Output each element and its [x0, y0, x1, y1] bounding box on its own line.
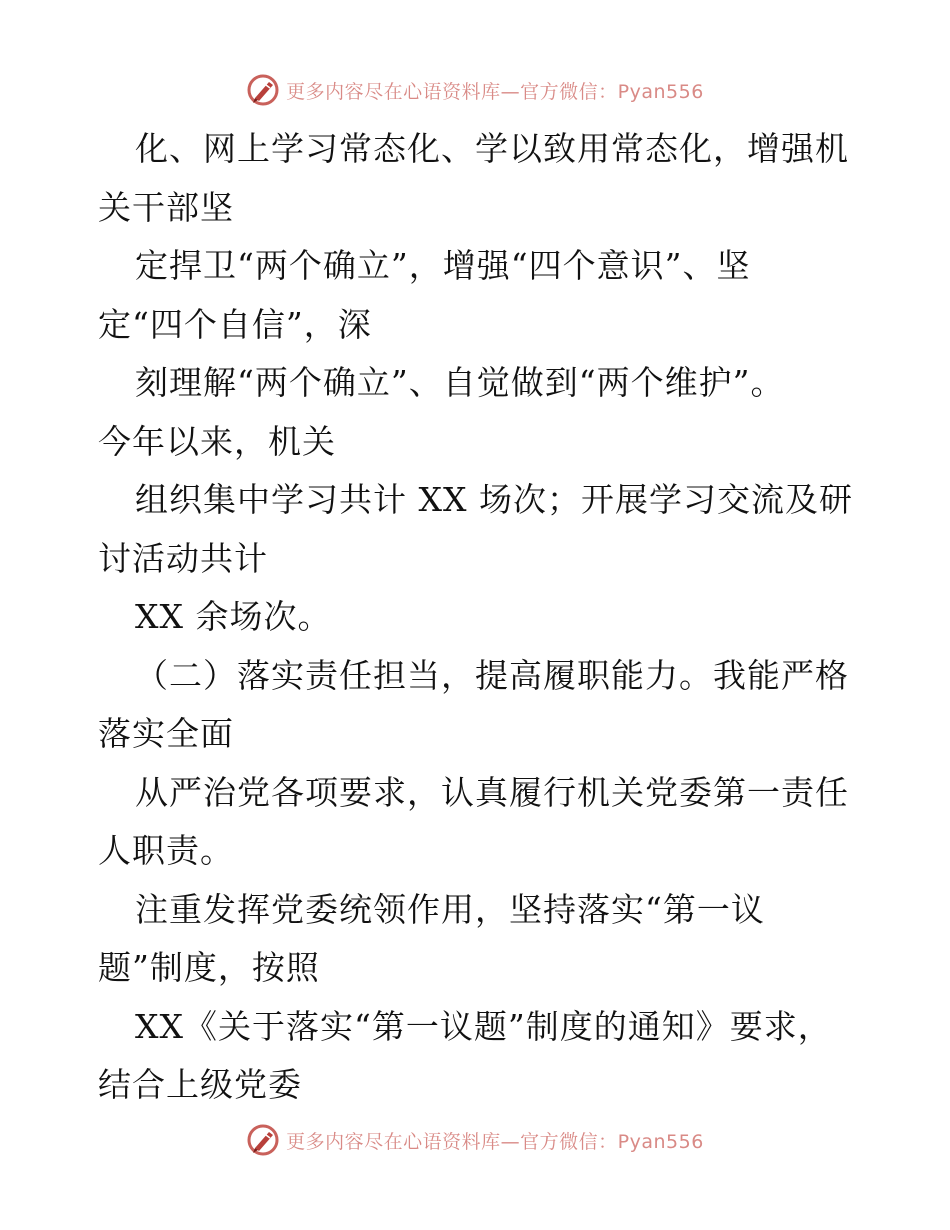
text-line: 落实全面	[98, 714, 234, 753]
text-line: 讨活动共计	[98, 538, 268, 578]
text-line: 定“四个自信”，深	[98, 304, 372, 344]
text-line: 题”制度，按照	[98, 948, 320, 987]
text-line: 定捍卫“两个确立”，增强“四个意识”、坚	[135, 246, 751, 285]
text-line: 今年以来，机关	[98, 421, 336, 461]
footer-banner	[0, 1120, 950, 1160]
text-line: （二）落实责任担当，提高履职能力。我能严格	[135, 655, 849, 695]
text-line: 人职责。	[98, 831, 234, 870]
pen-logo-icon	[246, 1123, 280, 1157]
text-line: 结合上级党委	[98, 1065, 302, 1104]
text-line: 刻理解“两个确立”、自觉做到“两个维护”。	[135, 363, 785, 402]
text-line: XX《关于落实“第一议题”制度的通知》要求，	[135, 1006, 832, 1046]
text-line: 组织集中学习共计 XX 场次；开展学习交流及研	[135, 480, 853, 519]
text-line: 从严治党各项要求，认真履行机关党委第一责任	[135, 772, 849, 812]
text-line: 关干部坚	[98, 187, 234, 227]
pen-logo-icon	[246, 73, 280, 107]
header-banner	[0, 70, 950, 110]
text-line: 注重发挥党委统领作用，坚持落实“第一议	[135, 889, 765, 929]
header-banner-text: 更多内容尽在心语资料库—官方微信：Pyan556	[286, 80, 704, 103]
text-line: 化、网上学习常态化、学以致用常态化，增强机	[135, 129, 849, 168]
body-text	[98, 120, 868, 1115]
footer-banner-text: 更多内容尽在心语资料库—官方微信：Pyan556	[286, 1130, 704, 1153]
text-line: XX 余场次。	[135, 597, 332, 636]
